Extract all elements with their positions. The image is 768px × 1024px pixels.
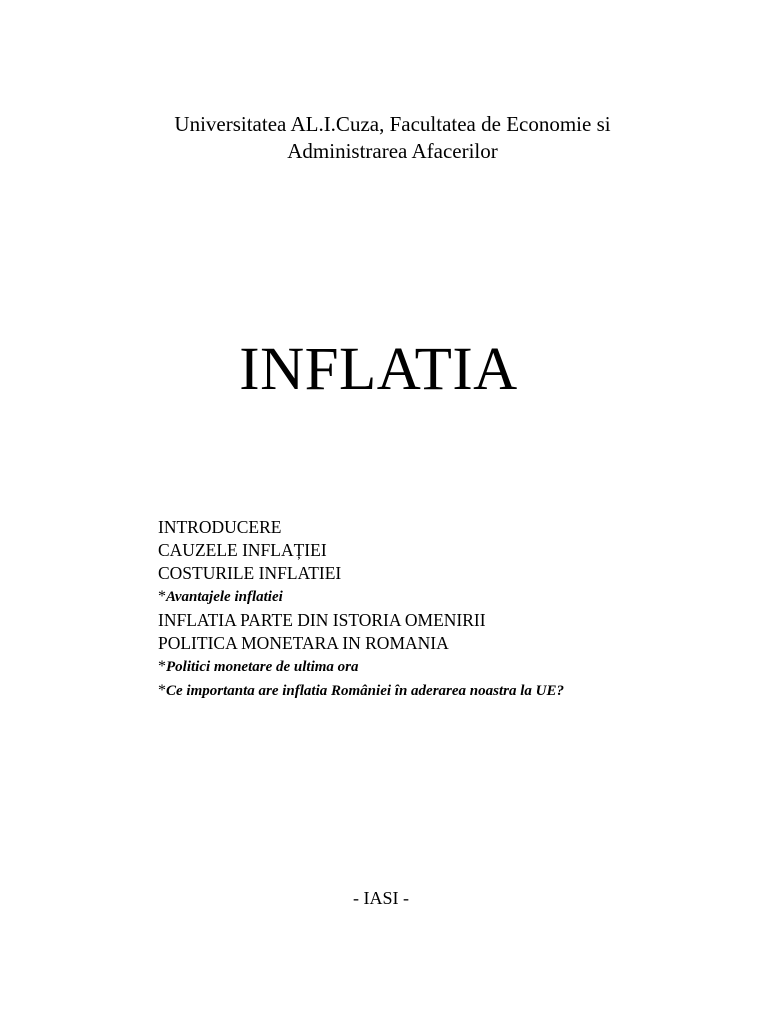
toc-subitem-importanta bbox=[158, 679, 758, 703]
toc-bullet-mark: * bbox=[158, 658, 166, 675]
institution-heading bbox=[0, 111, 768, 165]
document-title: INFLATIA bbox=[239, 336, 518, 403]
institution-line-2: Administrarea Afacerilor bbox=[287, 139, 498, 163]
toc-subitem-politici bbox=[158, 655, 758, 679]
toc-subitem-label: Ce importanta are inflatia României în aderarea noastra la UE? bbox=[166, 683, 564, 699]
toc-subitem-avantajele bbox=[158, 585, 758, 609]
toc-item-costurile: COSTURILE INFLATIEI bbox=[158, 563, 342, 583]
toc-bullet-mark: * bbox=[158, 682, 166, 699]
toc-bullet-mark: * bbox=[158, 588, 166, 605]
toc-subitem-label: Politici monetare de ultima ora bbox=[166, 659, 359, 675]
toc-item-cauzele: CAUZELE INFLAȚIEI bbox=[158, 540, 327, 560]
toc-item-introducere: INTRODUCERE bbox=[158, 517, 282, 537]
toc-item-politica: POLITICA MONETARA IN ROMANIA bbox=[158, 633, 449, 653]
footer-city: - IASI - bbox=[353, 888, 409, 908]
toc-subitem-label: Avantajele inflatiei bbox=[166, 589, 283, 605]
table-of-contents bbox=[158, 516, 758, 703]
institution-line-1: Universitatea AL.I.Cuza, Facultatea de Economie si bbox=[174, 112, 611, 136]
toc-item-istoria: INFLATIA PARTE DIN ISTORIA OMENIRII bbox=[158, 610, 486, 630]
